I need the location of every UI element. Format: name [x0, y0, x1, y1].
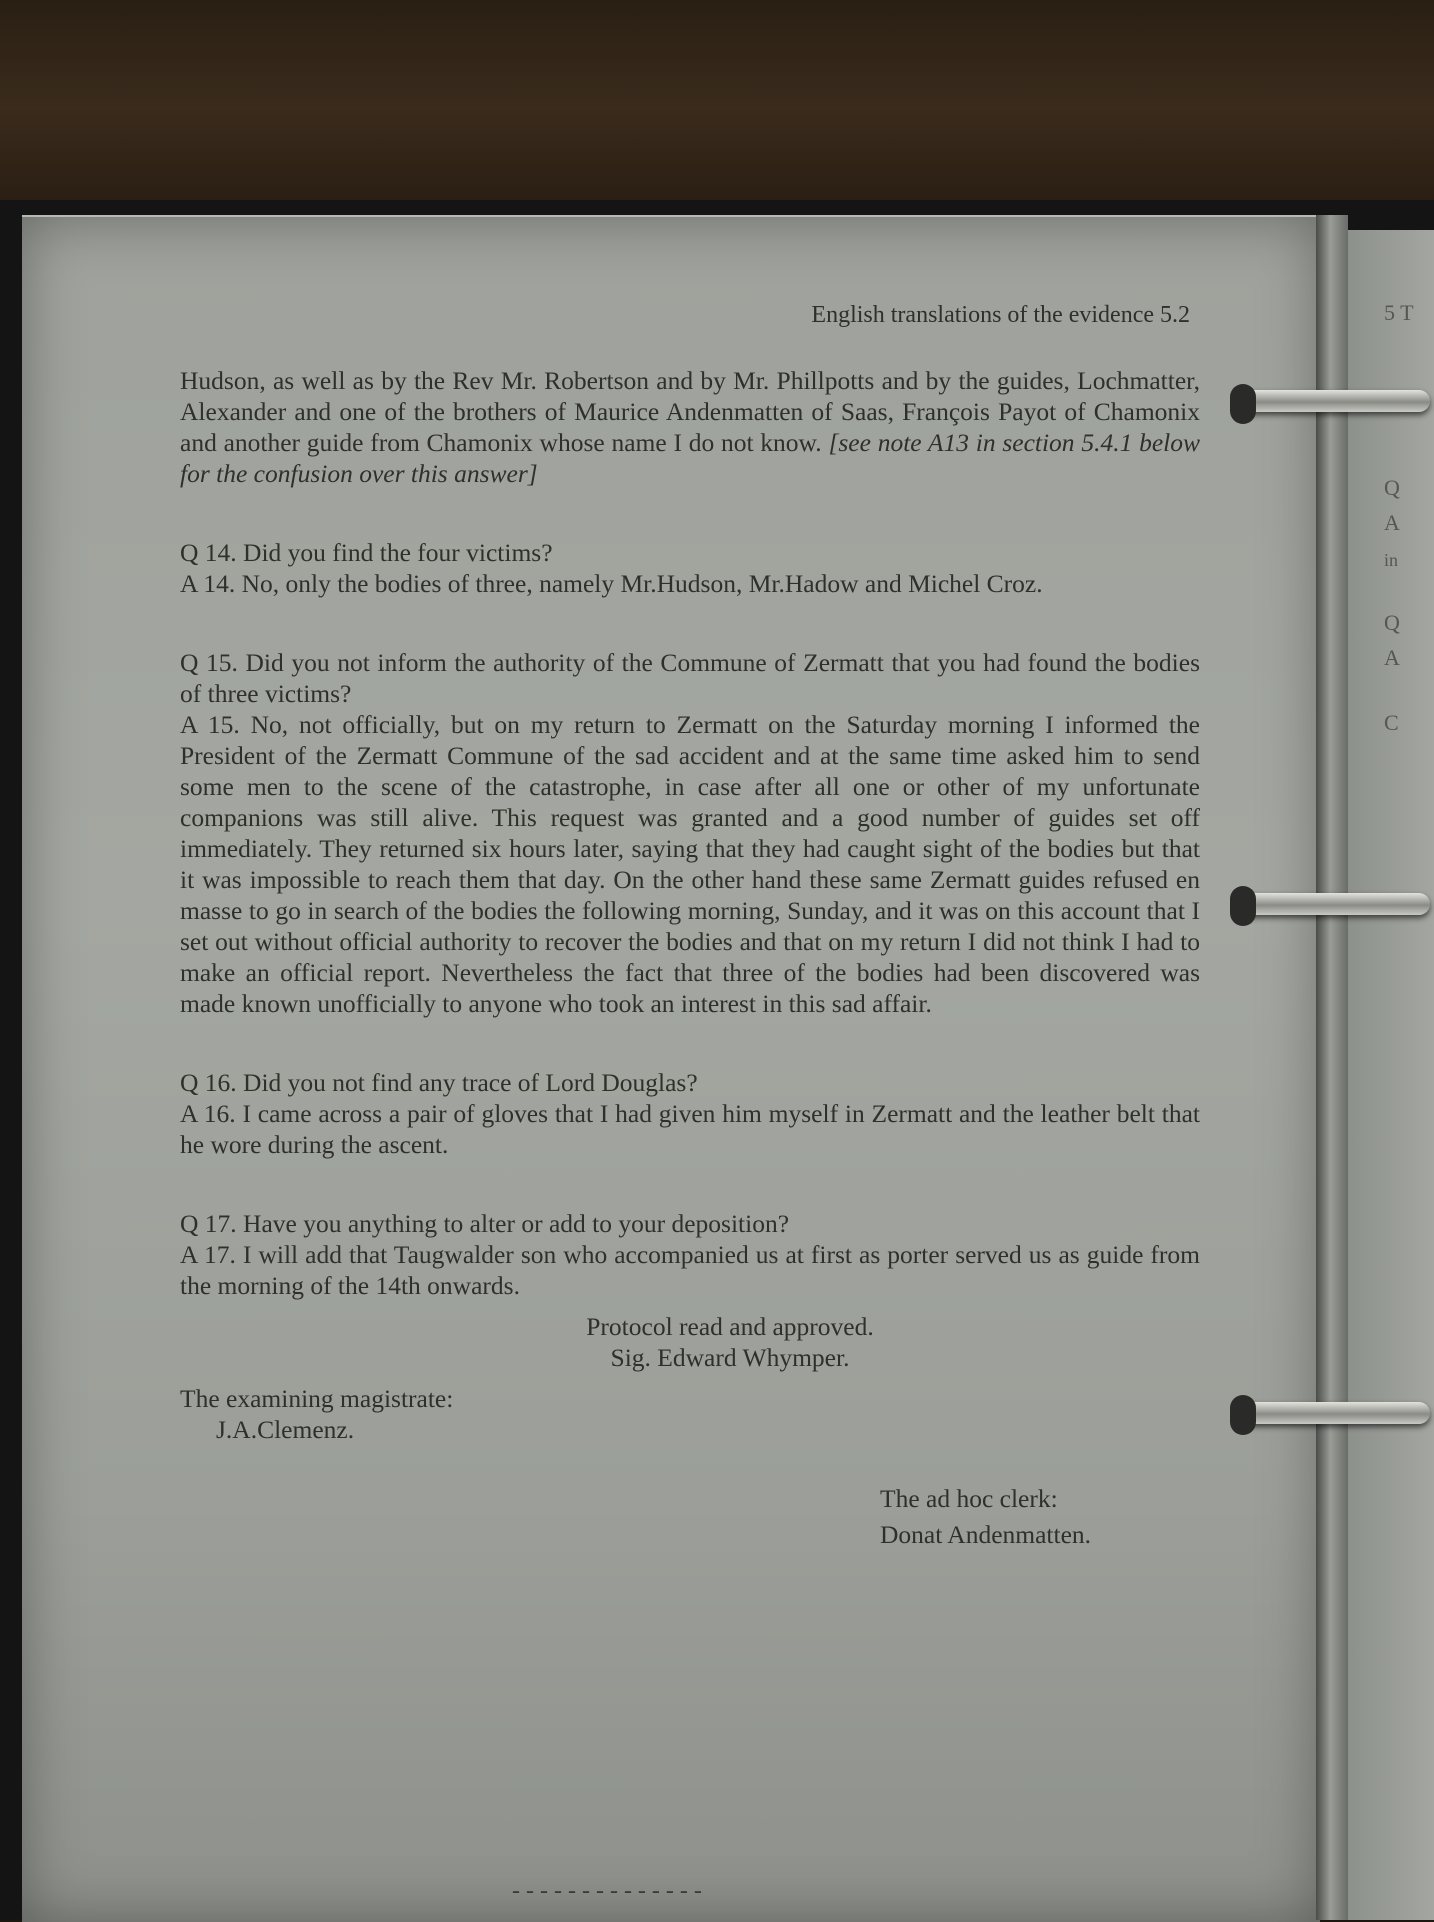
editor-note: [see note A13 in section 5.4.1 below for the confusion over this answer]: [180, 428, 1200, 488]
continuation-paragraph: [180, 365, 1200, 489]
next-page-fragment: Q: [1384, 610, 1400, 635]
binder-ring-middle: [1240, 893, 1430, 915]
ring-hole: [1230, 384, 1256, 424]
ring-hole: [1230, 1395, 1256, 1435]
next-page-fragment: Q: [1384, 475, 1400, 500]
answer: A 14. No, only the bodies of three, namely Mr.Hudson, Mr.Hadow and Michel Croz.: [180, 569, 1043, 598]
binder-spine: [1316, 215, 1348, 1920]
magistrate-name: J.A.Clemenz.: [216, 1415, 355, 1444]
magistrate-block: [180, 1383, 1200, 1445]
qa-item-14: [180, 537, 1200, 599]
binder-ring-bottom: [1240, 1402, 1430, 1424]
answer: A 15. No, not officially, but on my return to Zermatt on the Saturday morning I informed the President of the Zermatt Commune of the sad accident and at the same time asked him to send some men to the scene of the catastrophe, in case after all one or other of my unfortunate companions was still alive. This request was granted and a good number of guides set off immediately. They returned six hours later, saying that they had caught sight of the bodies but that it was impossible to reach them that day. On the other hand these same Zermatt guides refused en masse to go in search of the bodies the following morning, Sunday, and it was on this account that I set out without official authority to recover the bodies and that on my return I did not think I had to make an official report. Nevertheless the fact that three of the bodies had been discovered was made known unofficially to anyone who took an interest in this sad affair.: [180, 710, 1200, 1018]
ring-hole: [1230, 886, 1256, 926]
qa-item-16: [180, 1067, 1200, 1160]
qa-item-15: [180, 647, 1200, 1019]
next-page-fragment: 5 T: [1384, 300, 1414, 325]
protocol-line: Protocol read and approved.: [586, 1312, 874, 1341]
next-page-edge: [1348, 230, 1434, 1920]
question: Q 16. Did you not find any trace of Lord Douglas?: [180, 1068, 698, 1097]
page-content: [180, 300, 1200, 1553]
answer: A 16. I came across a pair of gloves that I had given him myself in Zermatt and the leather belt that he wore during the ascent.: [180, 1099, 1200, 1159]
magistrate-label: The examining magistrate:: [180, 1384, 454, 1413]
question: Q 15. Did you not inform the authority of the Commune of Zermatt that you had found the bodies of three victims?: [180, 648, 1200, 708]
clerk-block: [180, 1481, 1200, 1553]
next-page-fragment: C: [1384, 710, 1399, 735]
clerk-name: Donat Andenmatten.: [880, 1520, 1092, 1549]
next-page-fragment: A: [1384, 645, 1400, 670]
signature-line: Sig. Edward Whymper.: [610, 1343, 850, 1372]
answer: A 17. I will add that Taugwalder son who accompanied us at first as porter served us as guide from the morning of the 14th onwards.: [180, 1240, 1200, 1300]
question: Q 14. Did you find the four victims?: [180, 538, 553, 567]
binder-ring-top: [1240, 390, 1430, 412]
qa-item-17: [180, 1208, 1200, 1301]
continuation-text: Hudson, as well as by the Rev Mr. Robertson and by Mr. Phillpotts and by the guides, Lochmatter, Alexander and one of the brothers of Maurice Andenmatten of Saas, François Payot of Chamonix and another guide from Chamonix whose name I do not know.: [180, 366, 1200, 457]
next-page-fragment: in: [1384, 550, 1399, 570]
running-header: English translations of the evidence 5.2: [811, 302, 1190, 328]
clerk-label: The ad hoc clerk:: [880, 1484, 1058, 1513]
footer-dashes: --------------: [512, 1878, 708, 1904]
question: Q 17. Have you anything to alter or add to your deposition?: [180, 1209, 790, 1238]
next-page-fragment: A: [1384, 510, 1400, 535]
